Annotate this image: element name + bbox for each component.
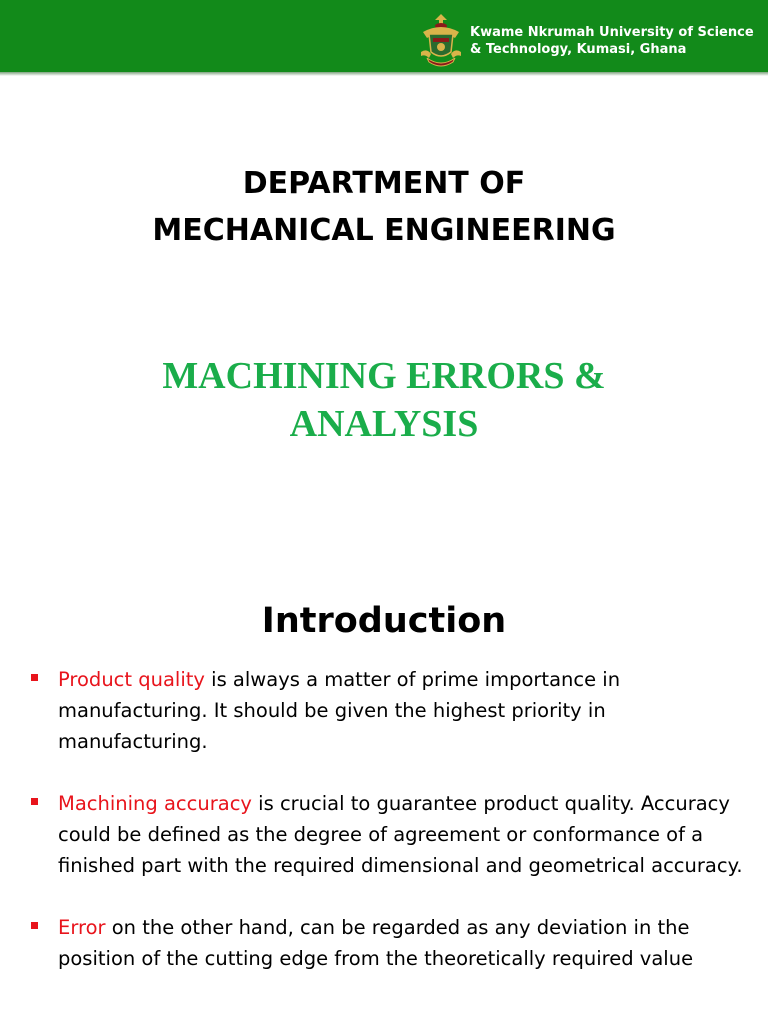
bullet-item [0, 788, 768, 881]
bullet-marker-icon [31, 922, 38, 929]
bullet-item [0, 912, 768, 974]
bullet-marker-icon [31, 798, 38, 805]
topic-title-line-2: ANALYSIS [289, 403, 479, 445]
header-divider [0, 72, 768, 76]
university-crest-icon [419, 12, 463, 68]
bullet-item [0, 664, 768, 757]
university-name: Kwame Nkrumah University of Science & Technology, Kumasi, Ghana [470, 25, 754, 57]
section-heading: Introduction [261, 601, 507, 641]
bullet-text: on the other hand, can be regarded as any deviation in the position of the cutting edge from the theoretically required value [58, 916, 694, 970]
topic-title-line-1: MACHINING ERRORS & [162, 355, 606, 397]
bullet-term: Error [58, 916, 106, 939]
bullet-term: Machining accuracy [58, 792, 252, 815]
bullet-text: is always a matter of prime importance in manufacturing. It should be given the highest priority in manufacturing. [58, 668, 621, 753]
department-title [0, 160, 768, 254]
bullet-list [0, 664, 768, 974]
bullet-term: Product quality [58, 668, 205, 691]
topic-title [0, 352, 768, 448]
department-title-line-1: DEPARTMENT OF [242, 166, 526, 201]
bullet-text: is crucial to guarantee product quality. Accuracy could be defined as the degree of agreement or conformance of a finished part with the required dimensional and geometrical accuracy. [58, 792, 743, 877]
department-title-line-2: MECHANICAL ENGINEERING [152, 213, 616, 248]
header-bar [0, 0, 768, 72]
bullet-marker-icon [31, 674, 38, 681]
